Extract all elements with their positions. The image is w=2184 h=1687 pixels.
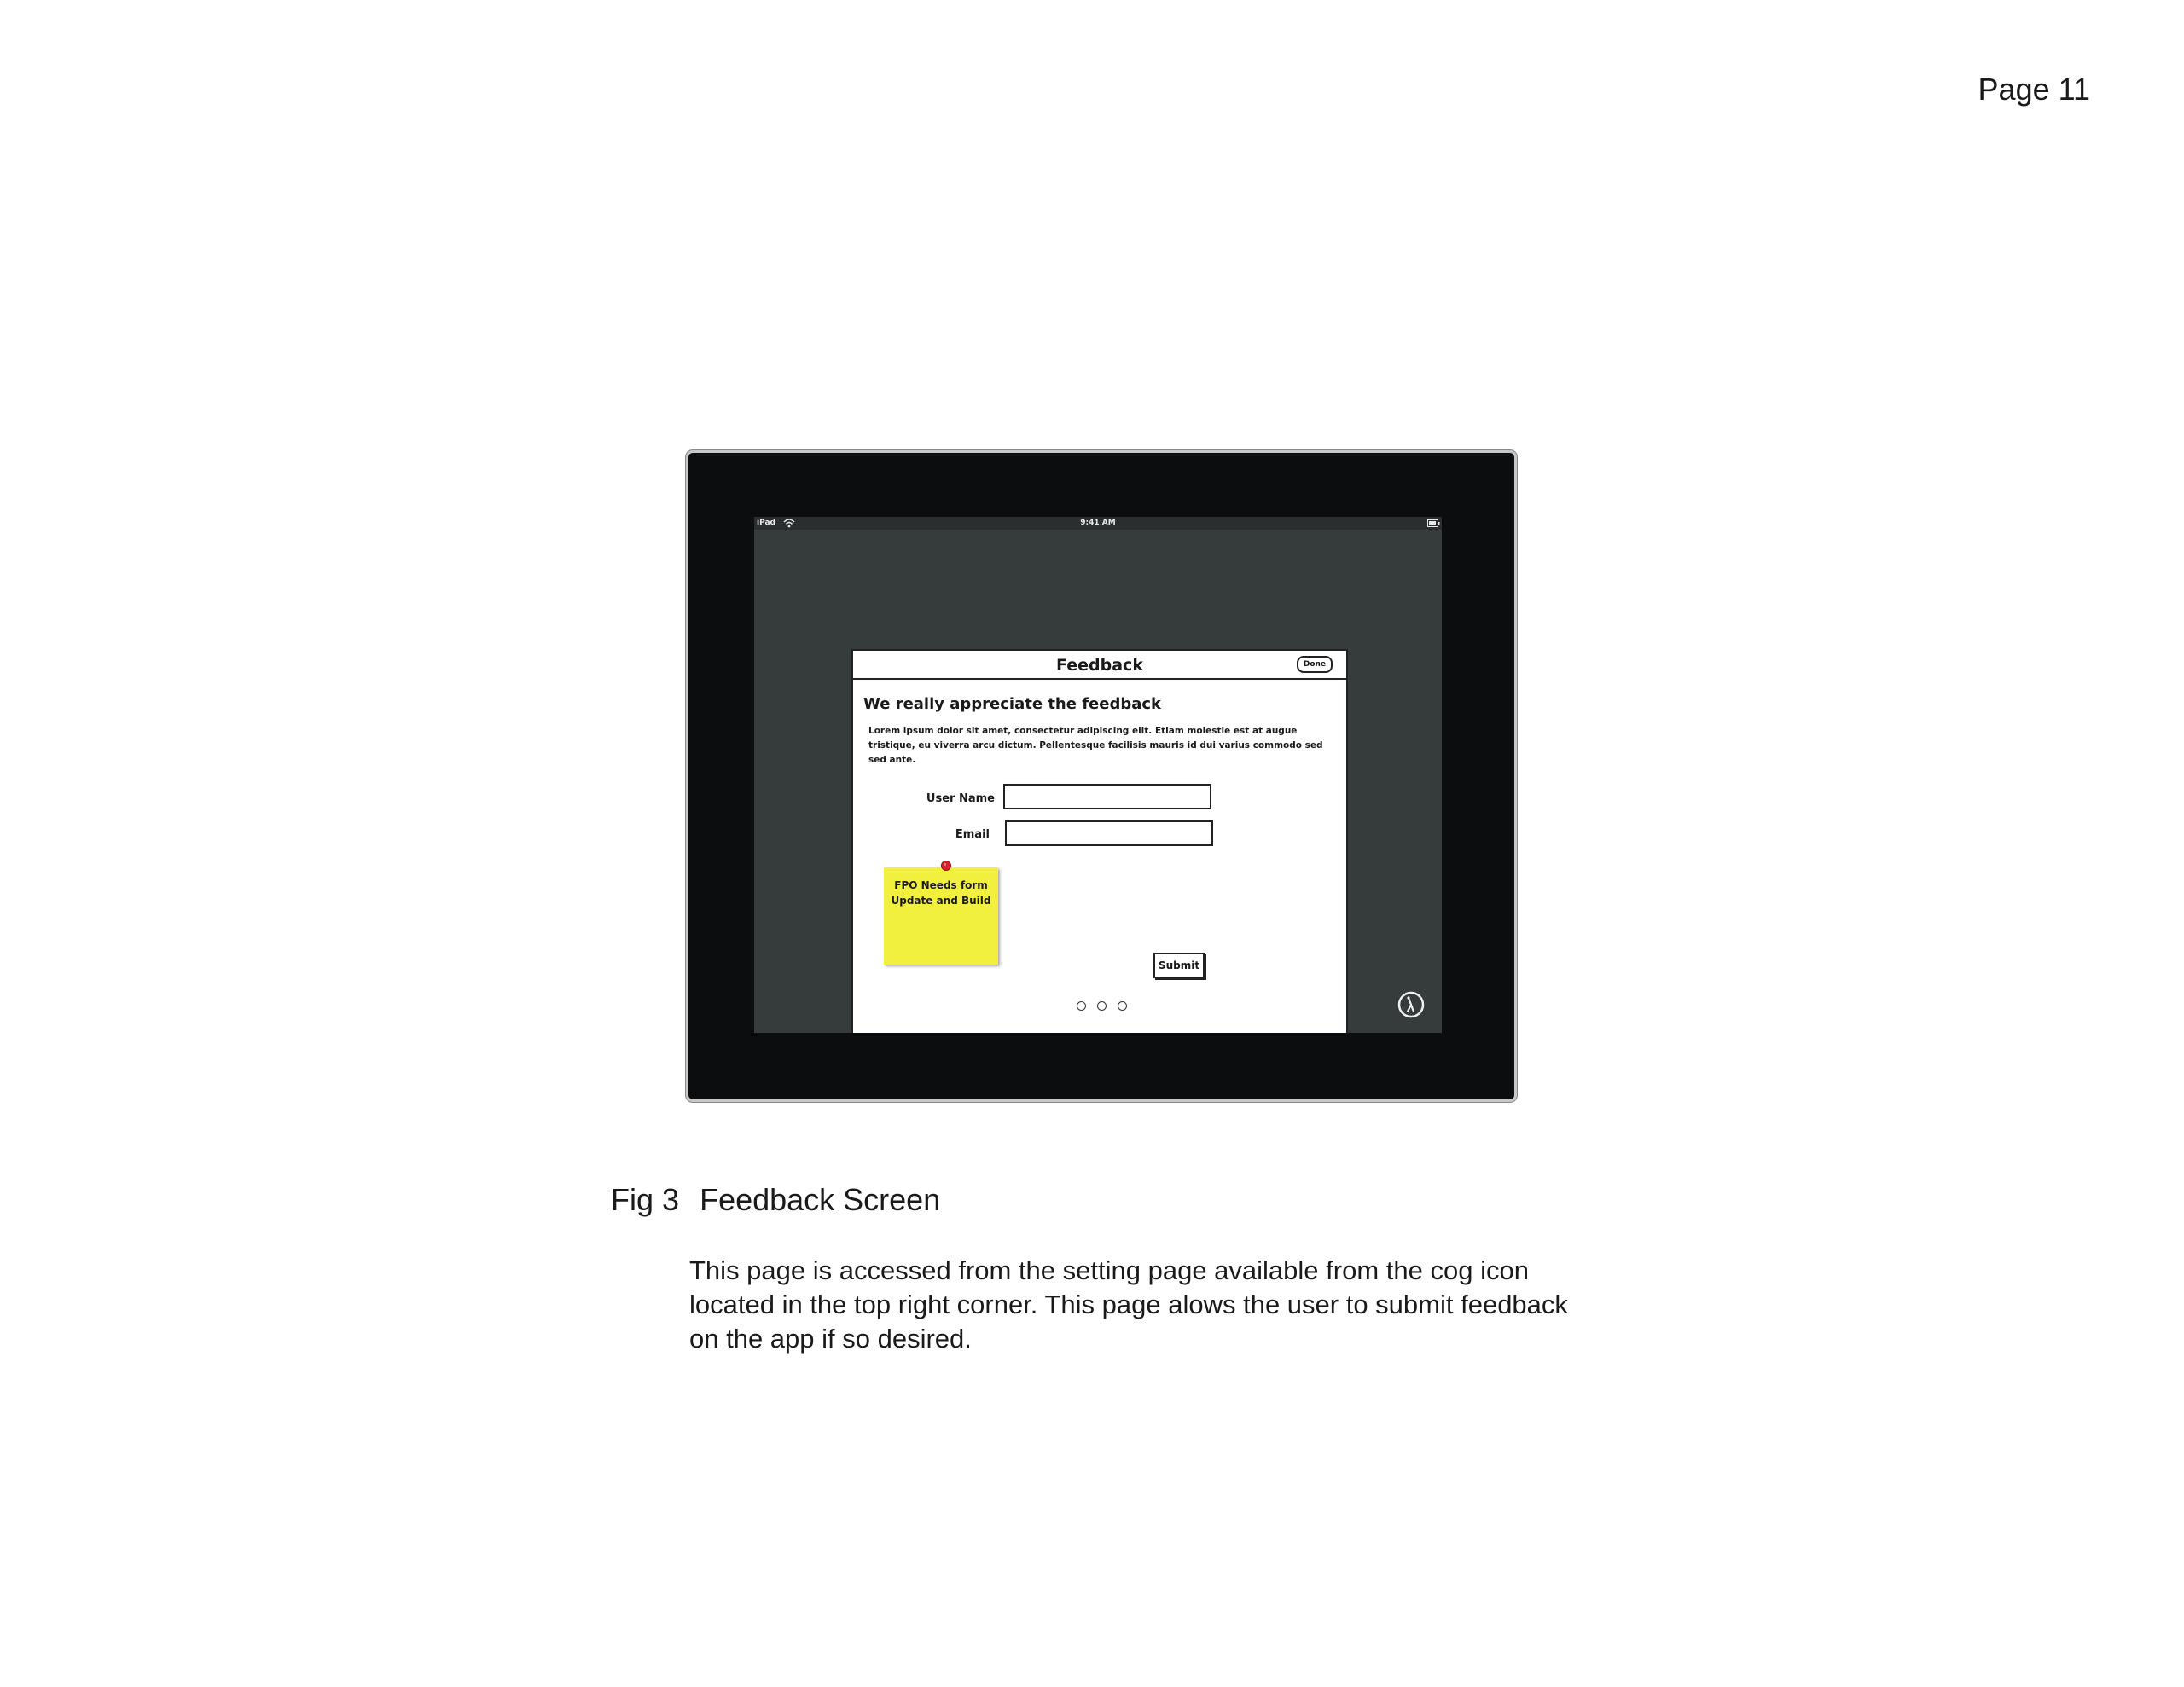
figure-title: Feedback Screen [700,1182,941,1217]
dialog-heading: We really appreciate the feedback [863,695,1162,713]
feedback-dialog [851,649,1348,1033]
username-input[interactable] [1003,784,1211,809]
figure-caption [611,1182,940,1218]
page-indicator [1077,1000,1136,1015]
info-icon[interactable] [1397,991,1425,1018]
done-button[interactable]: Done [1297,656,1333,673]
dialog-header [853,651,1346,680]
status-time: 9:41 AM [1080,519,1116,527]
sticky-note-line-1: FPO Needs form [894,879,988,891]
page-dot[interactable] [1077,1001,1086,1011]
dialog-title: Feedback [1056,656,1143,675]
ipad-frame [686,450,1517,1102]
email-label: Email [955,828,990,841]
submit-button[interactable]: Submit [1153,953,1205,978]
dialog-body-text: Lorem ipsum dolor sit amet, consectetur adipiscing elit. Etiam molestie est at augue tristique, eu viverra arcu dictum. Pellentesque facilisis mauris id dui varius commodo sed sed ante. [868,726,1323,765]
device-screen [754,517,1442,1033]
status-carrier: iPad [757,519,775,527]
page-dot[interactable] [1097,1001,1107,1011]
sticky-note-line-2: Update and Build [891,895,991,907]
pin-icon [940,861,952,872]
figure-label: Fig 3 [611,1182,680,1217]
sticky-note [884,867,998,965]
battery-icon [1427,519,1440,527]
email-input[interactable] [1005,820,1213,846]
page-dot[interactable] [1118,1001,1127,1011]
status-bar [754,517,1442,530]
page-number: Page 11 [1978,72,2090,107]
figure-description: This page is accessed from the setting page available from the cog icon located in the top right corner. This page alows the user to submit feedback on the app if so desired. [689,1255,1568,1354]
username-label: User Name [926,792,995,805]
